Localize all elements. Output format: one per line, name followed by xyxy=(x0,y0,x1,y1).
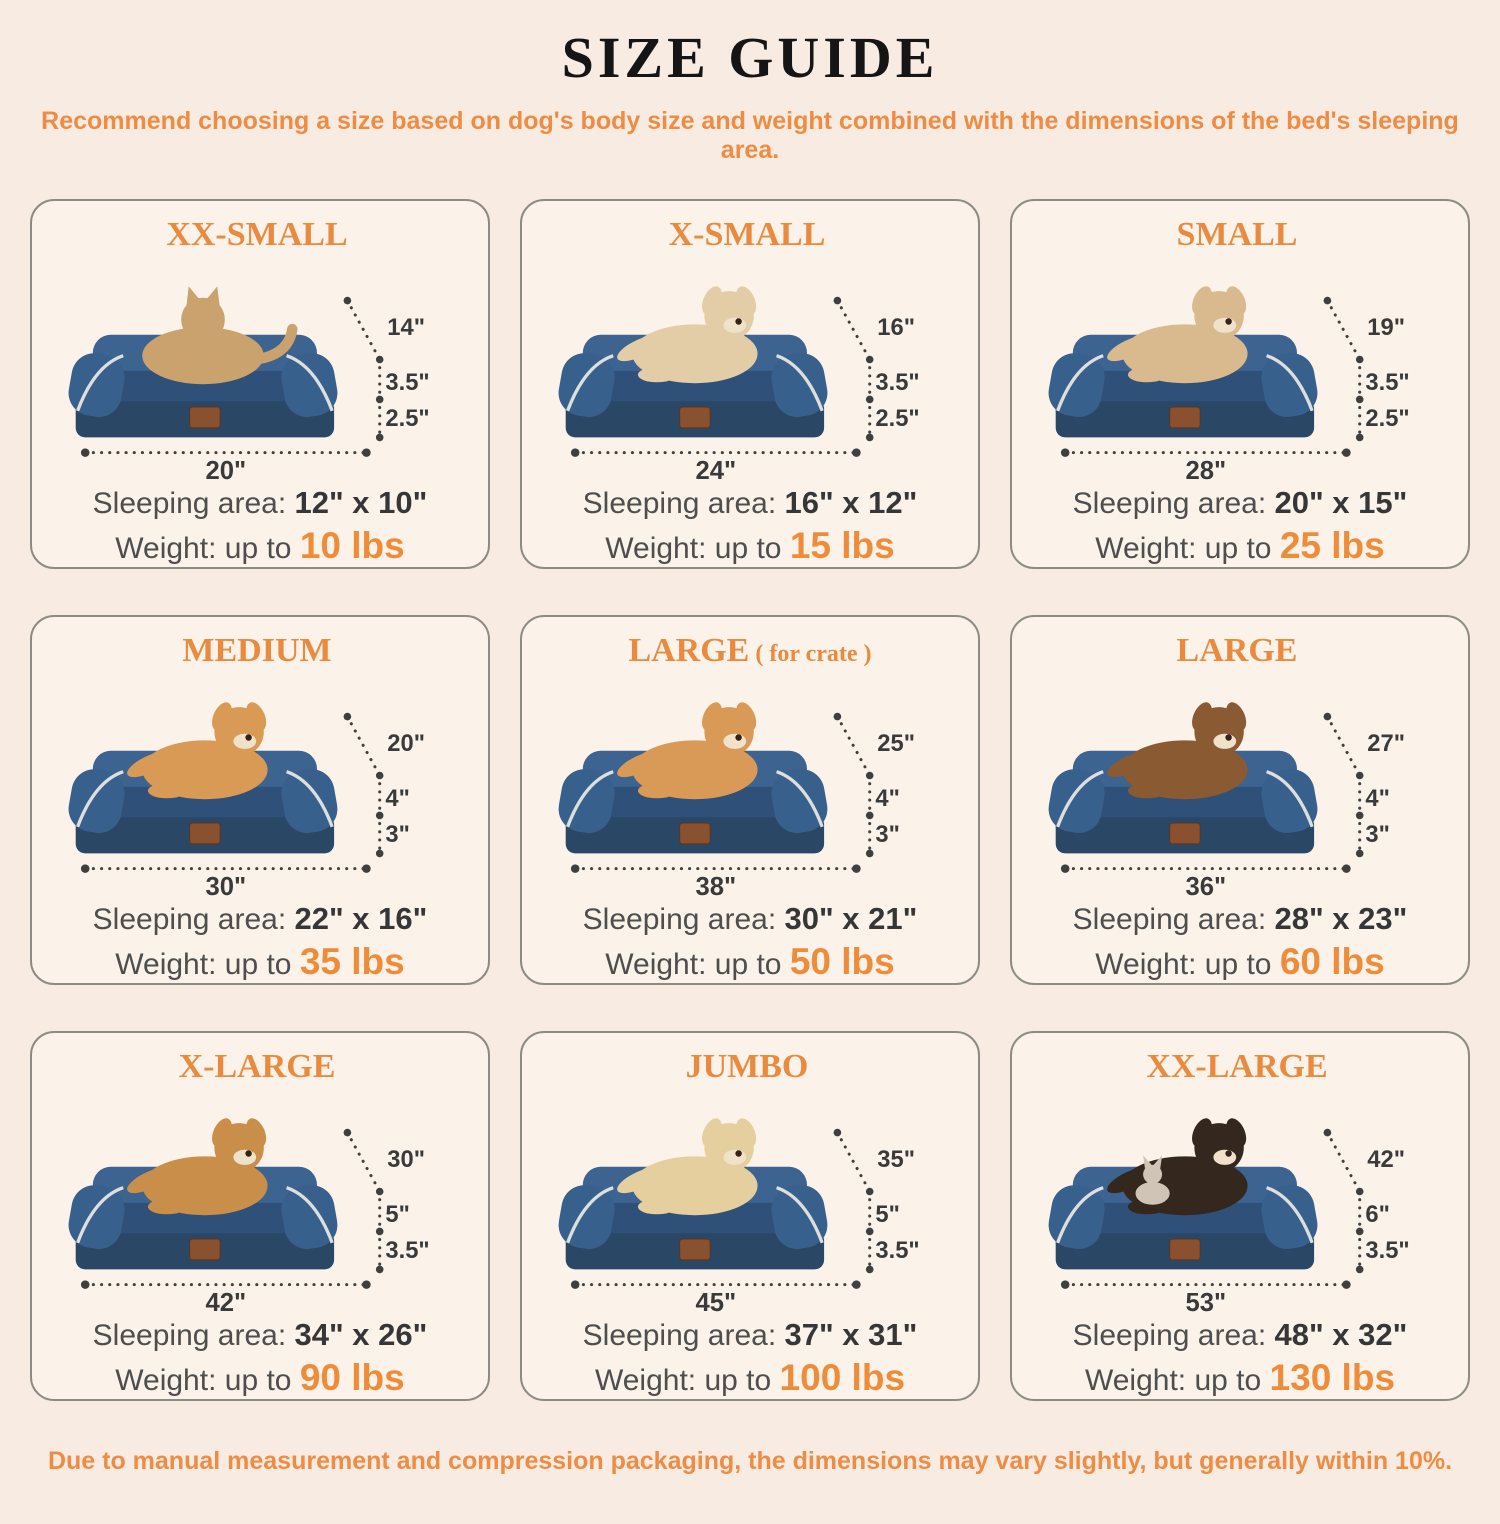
card-size-name: X-SMALL xyxy=(668,216,826,253)
sleeping-area-value: 22" x 16" xyxy=(294,900,428,936)
size-card xyxy=(1010,1031,1470,1401)
width-measure xyxy=(1061,864,1351,899)
width-label: 20" xyxy=(205,456,247,483)
dog-nose xyxy=(735,734,741,740)
sleeping-area-value: 12" x 10" xyxy=(294,484,428,520)
brand-label-patch xyxy=(1170,407,1200,428)
height-measure xyxy=(1324,296,1405,363)
side-height-measure xyxy=(376,359,430,441)
dog-nose xyxy=(735,318,741,324)
dog-nose xyxy=(1225,1150,1231,1156)
card-title xyxy=(1020,1049,1460,1085)
dog-snout xyxy=(723,733,746,748)
size-guide-page xyxy=(0,24,1500,1476)
bed-diagram xyxy=(532,671,968,899)
side-height-lower-label: 2.5" xyxy=(1365,404,1410,432)
sleeping-area-line xyxy=(40,900,480,939)
dog-nose xyxy=(245,734,251,740)
side-height-upper-label: 3.5" xyxy=(875,368,920,396)
size-card xyxy=(1010,199,1470,569)
side-height-upper-label: 4" xyxy=(385,784,410,812)
height-measure xyxy=(1324,1128,1405,1195)
weight-line xyxy=(1020,523,1460,569)
weight-label: Weight: xyxy=(115,532,217,566)
weight-value: 100 lbs xyxy=(779,1357,906,1399)
height-label: 19" xyxy=(1367,313,1405,341)
card-size-note: ( for crate ) xyxy=(755,641,872,667)
height-measure xyxy=(344,1128,425,1195)
weight-label: Weight: xyxy=(1095,532,1197,566)
size-card xyxy=(520,1031,980,1401)
width-measure xyxy=(81,1280,371,1315)
width-label: 38" xyxy=(695,872,737,899)
weight-label: Weight: xyxy=(594,1364,697,1398)
side-height-lower-label: 3.5" xyxy=(1365,1236,1410,1264)
brand-label-patch xyxy=(190,823,220,844)
sleeping-area-label: Sleeping area: xyxy=(92,1318,287,1352)
card-title xyxy=(1020,217,1460,253)
height-measure xyxy=(834,296,915,363)
side-height-measure xyxy=(376,1191,430,1273)
sleeping-area-line xyxy=(530,900,970,939)
weight-line xyxy=(530,939,970,985)
card-title xyxy=(40,633,480,669)
size-card xyxy=(30,615,490,985)
size-card xyxy=(520,199,980,569)
card-size-name: LARGE xyxy=(1176,632,1298,669)
dog-snout xyxy=(1213,1149,1236,1164)
height-measure xyxy=(344,296,425,363)
card-title xyxy=(530,1049,970,1085)
side-height-measure xyxy=(1356,359,1410,441)
side-height-lower-label: 3" xyxy=(875,820,900,848)
brand-label-patch xyxy=(190,407,220,428)
weight-value: 50 lbs xyxy=(789,941,895,983)
bed-diagram xyxy=(532,1087,968,1315)
height-label: 42" xyxy=(1367,1145,1405,1173)
width-label: 24" xyxy=(695,456,737,483)
weight-label: Weight: xyxy=(115,948,217,982)
width-measure xyxy=(571,864,861,899)
weight-label: Weight: xyxy=(1084,1364,1187,1398)
weight-line xyxy=(530,523,970,569)
width-measure xyxy=(571,448,861,483)
height-label: 30" xyxy=(387,1145,425,1173)
card-title xyxy=(40,1049,480,1085)
up-to-label: up to xyxy=(1194,1364,1262,1398)
size-card xyxy=(30,1031,490,1401)
size-card xyxy=(1010,615,1470,985)
bed-diagram xyxy=(1022,1087,1458,1315)
sleeping-area-label: Sleeping area: xyxy=(582,1318,777,1352)
width-label: 45" xyxy=(695,1288,737,1315)
sleeping-area-line xyxy=(40,484,480,523)
weight-line xyxy=(40,523,480,569)
sleeping-area-line xyxy=(1020,900,1460,939)
size-cards-grid xyxy=(30,199,1470,1401)
sleeping-area-label: Sleeping area: xyxy=(582,486,777,520)
height-label: 25" xyxy=(877,729,915,757)
up-to-label: up to xyxy=(224,948,292,982)
dog-snout xyxy=(723,317,746,332)
width-label: 42" xyxy=(205,1288,247,1315)
up-to-label: up to xyxy=(704,1364,772,1398)
sleeping-area-value: 28" x 23" xyxy=(1274,900,1408,936)
sleeping-area-label: Sleeping area: xyxy=(1072,486,1267,520)
width-measure xyxy=(81,864,371,899)
size-card xyxy=(520,615,980,985)
height-measure xyxy=(1324,712,1405,779)
sleeping-area-value: 37" x 31" xyxy=(784,1316,918,1352)
card-title xyxy=(40,217,480,253)
height-label: 20" xyxy=(387,729,425,757)
side-height-lower-label: 2.5" xyxy=(385,404,430,432)
side-height-lower-label: 3" xyxy=(1365,820,1390,848)
up-to-label: up to xyxy=(1204,948,1272,982)
sleeping-area-line xyxy=(530,1316,970,1355)
up-to-label: up to xyxy=(714,948,782,982)
dog-nose xyxy=(735,1150,741,1156)
weight-line xyxy=(530,1355,970,1401)
brand-label-patch xyxy=(680,407,710,428)
weight-value: 60 lbs xyxy=(1279,941,1385,983)
sleeping-area-line xyxy=(40,1316,480,1355)
sleeping-area-value: 30" x 21" xyxy=(784,900,918,936)
side-height-lower-label: 3.5" xyxy=(385,1236,430,1264)
side-height-measure xyxy=(376,775,410,857)
dog-nose xyxy=(1225,734,1231,740)
sleeping-area-label: Sleeping area: xyxy=(582,902,777,936)
side-height-upper-label: 4" xyxy=(875,784,900,812)
side-height-upper-label: 3.5" xyxy=(385,368,430,396)
side-height-upper-label: 3.5" xyxy=(1365,368,1410,396)
weight-value: 90 lbs xyxy=(299,1357,405,1399)
bed-diagram xyxy=(42,1087,478,1315)
weight-value: 15 lbs xyxy=(789,525,895,567)
height-measure xyxy=(344,712,425,779)
bed-diagram xyxy=(42,255,478,483)
side-height-measure xyxy=(866,775,900,857)
weight-line xyxy=(1020,939,1460,985)
width-measure xyxy=(571,1280,861,1315)
weight-line xyxy=(1020,1355,1460,1401)
sleeping-area-label: Sleeping area: xyxy=(92,902,287,936)
weight-value: 10 lbs xyxy=(299,525,405,567)
weight-label: Weight: xyxy=(115,1364,217,1398)
sleeping-area-line xyxy=(530,484,970,523)
side-height-measure xyxy=(1356,1191,1410,1273)
width-measure xyxy=(1061,448,1351,483)
width-label: 28" xyxy=(1185,456,1227,483)
bed-diagram xyxy=(1022,255,1458,483)
weight-line xyxy=(40,939,480,985)
side-height-measure xyxy=(866,1191,920,1273)
brand-label-patch xyxy=(680,1239,710,1260)
bed-diagram xyxy=(532,255,968,483)
dog-nose xyxy=(1225,318,1231,324)
brand-label-patch xyxy=(190,1239,220,1260)
brand-label-patch xyxy=(680,823,710,844)
sleeping-area-label: Sleeping area: xyxy=(92,486,287,520)
weight-value: 25 lbs xyxy=(1279,525,1385,567)
card-size-name: XX-SMALL xyxy=(166,216,348,253)
card-title xyxy=(530,633,970,669)
size-card xyxy=(30,199,490,569)
width-label: 36" xyxy=(1185,872,1227,899)
up-to-label: up to xyxy=(224,532,292,566)
dog-snout xyxy=(723,1149,746,1164)
width-label: 30" xyxy=(205,872,247,899)
sleeping-area-line xyxy=(1020,484,1460,523)
bed-diagram xyxy=(42,671,478,899)
side-height-measure xyxy=(1356,775,1390,857)
weight-label: Weight: xyxy=(605,532,707,566)
width-measure xyxy=(81,448,371,483)
side-height-lower-label: 2.5" xyxy=(875,404,920,432)
page-footer: Due to manual measurement and compression packaging, the dimensions may vary slightly, but generally within 10%. xyxy=(47,1447,1453,1475)
dog-nose xyxy=(245,1150,251,1156)
side-height-measure xyxy=(866,359,920,441)
dog-snout xyxy=(1213,733,1236,748)
height-label: 27" xyxy=(1367,729,1405,757)
side-height-upper-label: 5" xyxy=(875,1200,900,1228)
card-size-name: LARGE xyxy=(628,632,750,669)
height-measure xyxy=(834,1128,915,1195)
weight-value: 130 lbs xyxy=(1269,1357,1396,1399)
height-label: 16" xyxy=(877,313,915,341)
up-to-label: up to xyxy=(224,1364,292,1398)
sleeping-area-value: 48" x 32" xyxy=(1274,1316,1408,1352)
sleeping-area-value: 34" x 26" xyxy=(294,1316,428,1352)
card-size-name: MEDIUM xyxy=(182,632,332,669)
width-measure xyxy=(1061,1280,1351,1315)
bed-diagram xyxy=(1022,671,1458,899)
side-height-lower-label: 3.5" xyxy=(875,1236,920,1264)
up-to-label: up to xyxy=(714,532,782,566)
card-title xyxy=(530,217,970,253)
sleeping-area-value: 16" x 12" xyxy=(784,484,918,520)
side-height-upper-label: 6" xyxy=(1365,1200,1390,1228)
sleeping-area-line xyxy=(1020,1316,1460,1355)
side-height-upper-label: 5" xyxy=(385,1200,410,1228)
page-subtitle: Recommend choosing a size based on dog's body size and weight combined with the dimensions of the bed's sleeping area. xyxy=(41,107,1459,164)
dog-snout xyxy=(233,1149,256,1164)
height-measure xyxy=(834,712,915,779)
sleeping-area-label: Sleeping area: xyxy=(1072,1318,1267,1352)
up-to-label: up to xyxy=(1204,532,1272,566)
card-title xyxy=(1020,633,1460,669)
card-size-name: XX-LARGE xyxy=(1146,1048,1328,1085)
side-height-upper-label: 4" xyxy=(1365,784,1390,812)
brand-label-patch xyxy=(1170,823,1200,844)
brand-label-patch xyxy=(1170,1239,1200,1260)
height-label: 35" xyxy=(877,1145,915,1173)
width-label: 53" xyxy=(1185,1288,1227,1315)
sleeping-area-label: Sleeping area: xyxy=(1072,902,1267,936)
dog-snout xyxy=(1213,317,1236,332)
page-title: SIZE GUIDE xyxy=(561,25,939,90)
card-size-name: X-LARGE xyxy=(178,1048,336,1085)
weight-label: Weight: xyxy=(1095,948,1197,982)
card-size-name: JUMBO xyxy=(685,1048,809,1085)
sleeping-area-value: 20" x 15" xyxy=(1274,484,1408,520)
weight-value: 35 lbs xyxy=(299,941,405,983)
side-height-lower-label: 3" xyxy=(385,820,410,848)
weight-line xyxy=(40,1355,480,1401)
weight-label: Weight: xyxy=(605,948,707,982)
height-label: 14" xyxy=(387,313,425,341)
card-size-name: SMALL xyxy=(1176,216,1298,253)
dog-snout xyxy=(233,733,256,748)
